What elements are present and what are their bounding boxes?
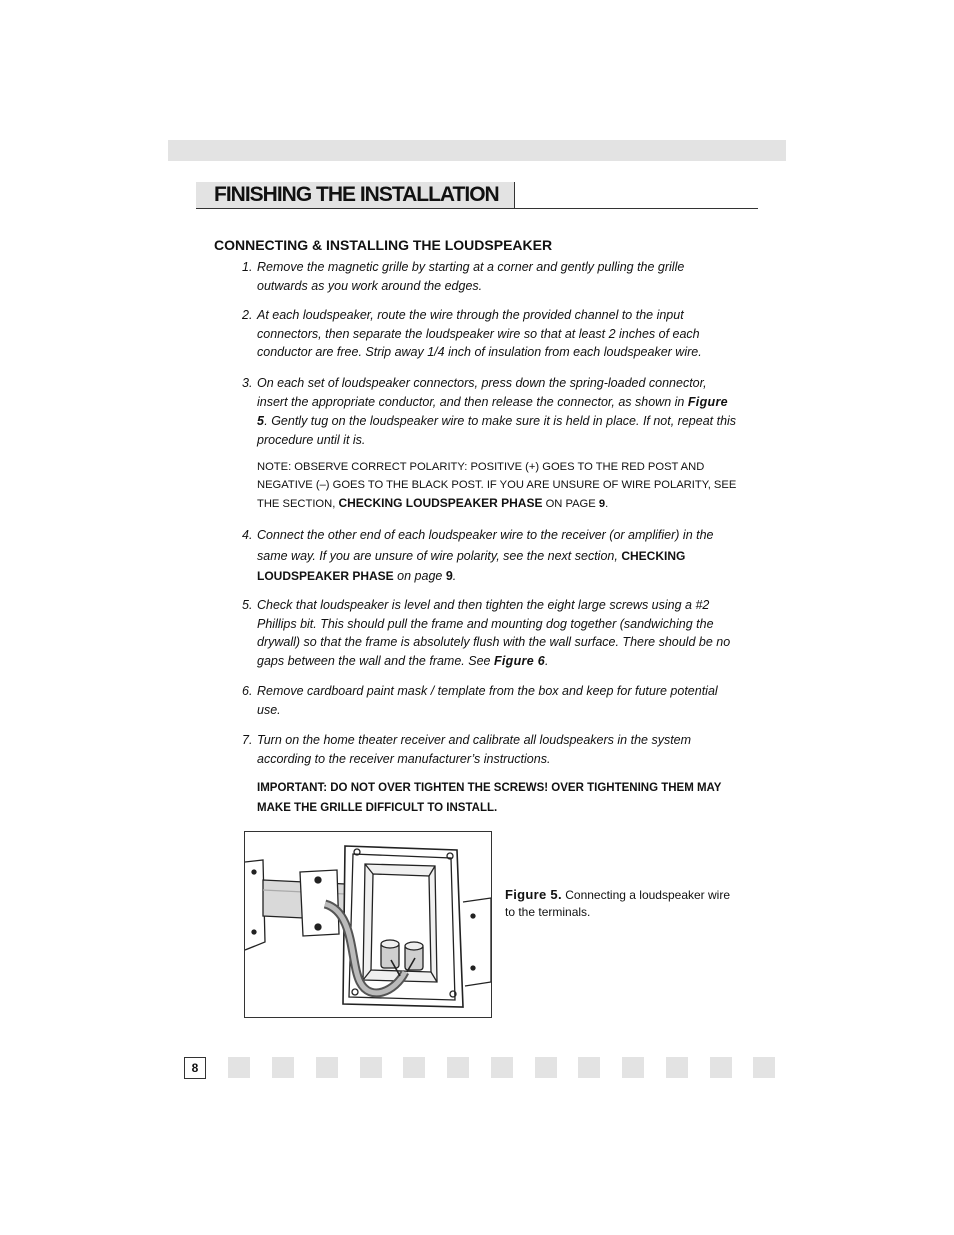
step-2 — [242, 306, 737, 362]
important-warning: IMPORTANT: DO NOT OVER TIGHTEN THE SCREWS! OVER TIGHTENING THEM MAY MAKE THE GRILLE DIFFICULT TO INSTALL. — [257, 782, 722, 814]
footer-square — [578, 1057, 600, 1078]
page-number: 8 — [184, 1057, 206, 1079]
footer-square — [753, 1057, 775, 1078]
step-number: 7. — [242, 733, 253, 747]
step-6 — [242, 682, 737, 719]
step-number: 1. — [242, 260, 253, 274]
step-on-page: on page — [397, 569, 443, 583]
note-text: NOTE: OBSERVE CORRECT POLARITY: POSITIVE (+) GOES TO THE RED POST AND NEGATIVE (–) GOES TO THE BLACK POST. IF YOU ARE UNSURE OF WIRE POLARITY, SEE THE SECTION, — [257, 461, 737, 510]
step-end: . — [545, 653, 549, 668]
step-number: 2. — [242, 308, 253, 322]
step-text: Remove cardboard paint mask / template from the box and keep for future potential use. — [257, 684, 718, 717]
step-number: 3. — [242, 376, 253, 390]
footer-square — [710, 1057, 732, 1078]
figure-caption — [505, 886, 735, 921]
step-bold-ref: CHECKING LOUDSPEAKER PHASE — [257, 548, 686, 583]
step-end: . — [452, 569, 457, 583]
header-bar — [168, 140, 786, 161]
step-number: 6. — [242, 684, 253, 698]
figure-5-illustration — [244, 831, 492, 1018]
footer-square — [447, 1057, 469, 1078]
step-5 — [242, 596, 737, 670]
footer-square — [360, 1057, 382, 1078]
step-page: 9 — [445, 569, 453, 583]
step-text: Remove the magnetic grille by starting at a corner and gently pulling the grille outwards as you work around the edges. — [257, 260, 685, 293]
title-rule — [196, 208, 758, 209]
step-text: Turn on the home theater receiver and calibrate all loudspeakers in the system according to the receiver manufacturer’s instructions. — [257, 733, 692, 766]
section-heading: CONNECTING & INSTALLING THE LOUDSPEAKER — [214, 237, 553, 253]
footer-square — [272, 1057, 294, 1078]
figure-reference: Figure 5 — [257, 395, 728, 428]
figure-reference: Figure 6 — [493, 653, 545, 668]
footer-square — [403, 1057, 425, 1078]
note-end: . — [605, 498, 609, 510]
footer-square — [535, 1057, 557, 1078]
step-text: On each set of loudspeaker connectors, press down the spring-loaded connector, insert the appropriate conductor, and then release the connector, as shown in — [257, 376, 707, 409]
footer-square — [228, 1057, 250, 1078]
step-text-end: . Gently tug on the loudspeaker wire to make sure it is held in place. If not, repeat this procedure until it is. — [257, 414, 737, 447]
page-title: FINISHING THE INSTALLATION — [214, 183, 499, 206]
note-page: 9 — [598, 498, 606, 510]
speaker-terminal-drawing — [245, 832, 491, 1017]
step-3 — [242, 374, 737, 450]
step-1 — [242, 258, 737, 295]
footer-square — [491, 1057, 513, 1078]
footer-square — [666, 1057, 688, 1078]
step-number: 5. — [242, 598, 253, 612]
step-7 — [242, 731, 737, 768]
step-text: Check that loudspeaker is level and then tighten the eight large screws using a #2 Phillips bit. This should pull the frame and mounting dog together (sandwiching the drywall) so that the frame is absolutely flush with the wall surface. There should be no gaps between the wall and the frame. See — [257, 598, 731, 668]
figure-caption-text: Connecting a loudspeaker wire to the terminals. — [505, 888, 730, 919]
note-on-page: ON PAGE — [545, 498, 596, 510]
footer-square — [316, 1057, 338, 1078]
figure-label: Figure 5. — [505, 887, 562, 902]
step-text: At each loudspeaker, route the wire through the provided channel to the input connectors, then separate the loudspeaker wire so that at least 2 inches of each conductor are free. Strip away 1/4 inch of insulation from each loudspeaker wire. — [257, 308, 702, 359]
note-bold-ref: CHECKING LOUDSPEAKER PHASE — [338, 496, 543, 510]
footer-square — [622, 1057, 644, 1078]
polarity-note — [257, 458, 737, 513]
step-4 — [242, 525, 737, 587]
step-number: 4. — [242, 528, 253, 542]
step-text: Connect the other end of each loudspeaker wire to the receiver (or amplifier) in the same way. If you are unsure of wire polarity, see the next section, — [257, 528, 714, 563]
